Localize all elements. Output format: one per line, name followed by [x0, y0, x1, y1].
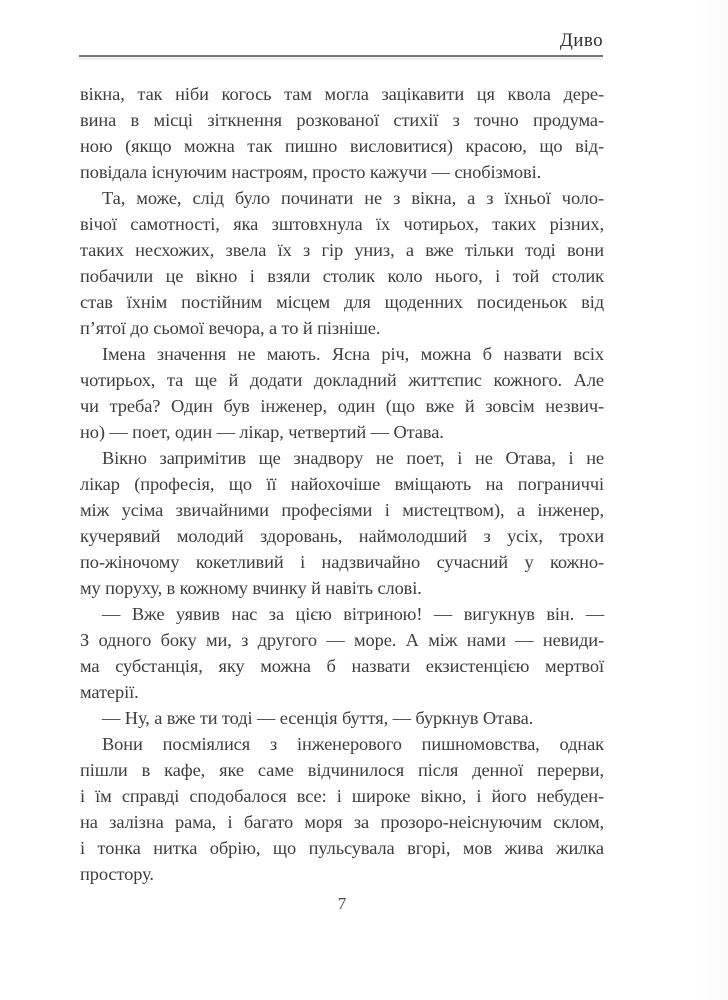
text-line: ма субстанція, яку можна б назвати екзистенцією мертвої	[80, 656, 604, 676]
text-line: но) — поет, один — лікар, четвертий — Отава.	[80, 422, 444, 442]
text-line: між усіма звичайними професіями і мистецтвом), а інженер,	[80, 500, 604, 520]
paragraph	[80, 601, 604, 705]
paragraph	[80, 185, 604, 341]
text-line: таких несхожих, звела їх з гір униз, а вже тільки тоді вони	[80, 240, 604, 260]
text-line: вічої самотності, яка зштовхнула їх чотирьох, таких різних,	[80, 214, 604, 234]
text-line: лікар (професія, що її найохочіше вміщають на пограниччі	[80, 474, 604, 494]
text-line: чотирьох, та ще й додати докладний життєпис кожного. Але	[80, 370, 604, 390]
text-line: матерії.	[80, 682, 139, 702]
text-line: кучерявий молодий здоровань, наймолодший з усіх, трохи	[80, 526, 604, 546]
paragraph	[80, 731, 604, 887]
running-header	[79, 30, 603, 57]
text-line: вина в місці зіткнення розкованої стихії з точно продума-	[80, 110, 604, 130]
text-line: п’ятої до сьомої вечора, а то й пізніше.	[80, 318, 381, 338]
text-line: став їхнім постійним місцем для щоденних посиденьок від	[80, 292, 604, 312]
text-line: пішли в кафе, яке саме відчинилося після денної перерви,	[80, 760, 604, 780]
text-line: і їм справді сподобалося все: і широке вікно, і його небуден-	[80, 786, 604, 806]
text-line: простору.	[80, 864, 154, 884]
text-line: побачили це вікно і взяли столик коло нього, і той столик	[80, 266, 604, 286]
paragraph	[80, 341, 604, 445]
text-line: по-жіночому кокетливий і надзвичайно сучасний у кожно-	[80, 552, 604, 572]
text-line: вікна, так ніби когось там могла зацікавити ця квола дере-	[80, 84, 604, 104]
page-body-text	[80, 81, 604, 887]
text-line: Вікно запримітив ще знадвору не поет, і не Отава, і не	[102, 448, 604, 468]
paragraph	[80, 705, 604, 731]
text-line: З одного боку ми, з другого — море. А між нами — невиди-	[80, 630, 604, 650]
text-line: чи треба? Один був інженер, один (що вже й зовсім незвич-	[80, 396, 604, 416]
text-line: Та, може, слід було починати не з вікна, а з їхньої чоло-	[102, 188, 604, 208]
text-line: на залізна рама, і багато моря за прозоро-неіснуючим склом,	[80, 812, 604, 832]
text-line: і тонка нитка обрію, що пульсувала вгорі, мов жива жилка	[80, 838, 604, 858]
text-line: — Вже уявив нас за цією вітриною! — вигукнув він. —	[102, 604, 604, 624]
page-number: 7	[337, 894, 347, 913]
running-header-title: Диво	[559, 30, 603, 51]
paragraph	[80, 445, 604, 601]
text-line: — Ну, а вже ти тоді — есенція буття, — буркнув Отава.	[102, 708, 534, 728]
text-line: му поруху, в кожному вчинку й навіть слові.	[80, 578, 422, 598]
text-line: ною (якщо можна так пишно висловитися) красою, що від-	[80, 136, 604, 156]
text-line: Імена значення не мають. Ясна річ, можна б назвати всіх	[102, 344, 604, 364]
text-line: Вони посміялися з інженерового пишномовства, однак	[102, 734, 604, 754]
paragraph	[80, 81, 604, 185]
text-line: повідала існуючим настроям, просто кажучи — снобізмові.	[80, 162, 542, 182]
